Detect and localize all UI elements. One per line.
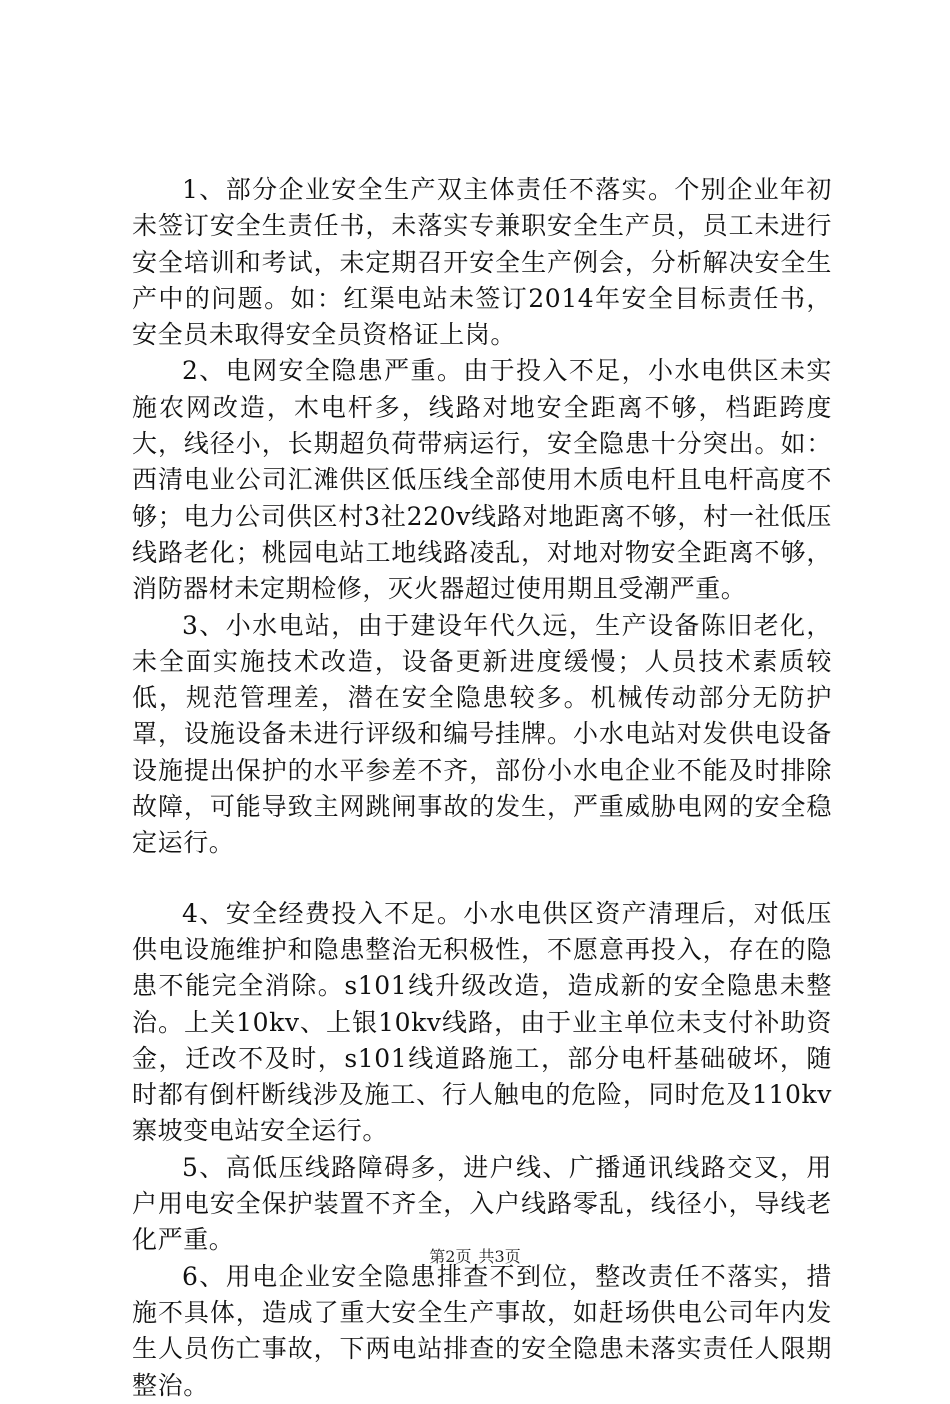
paragraph-2: 2、电网安全隐患严重。由于投入不足，小水电供区未实施农网改造，木电杆多，线路对地安全距离不够，档距跨度大，线径小，长期超负荷带病运行，安全隐患十分突出。如：西清电业公司汇滩供区低压线全部使用木质电杆且电杆高度不够；电力公司供区村3社220v线路对地距离不够，村一社低压线路老化；桃园电站工地线路凌乱，对地对物安全距离不够，消防器材未定期检修，灭火器超过使用期且受潮严重。 [132, 356, 832, 604]
paragraph-spacer [132, 862, 832, 896]
paragraph-4: 4、安全经费投入不足。小水电供区资产清理后，对低压供电设施维护和隐患整治无积极性，不愿意再投入，存在的隐患不能完全消除。s101线升级改造，造成新的安全隐患未整治。上关10kv、上银10kv线路，由于业主单位未支付补助资金，迁改不及时，s101线道路施工，部分电杆基础破坏，随时都有倒杆断线涉及施工、行人触电的危险，同时危及110kv寨坡变电站安全运行。 [132, 898, 832, 1146]
page-total: 共3页 [478, 1247, 521, 1266]
paragraph-1: 1、部分企业安全生产双主体责任不落实。个别企业年初未签订安全生责任书，未落实专兼职安全生产员，员工未进行安全培训和考试，未定期召开安全生产例会，分析解决安全生产中的问题。如：红渠电站未签订2014年安全目标责任书，安全员未取得安全员资格证上岗。 [132, 175, 832, 350]
document-body [132, 172, 832, 1404]
paragraph-3: 3、小水电站，由于建设年代久远，生产设备陈旧老化，未全面实施技术改造，设备更新进度缓慢；人员技术素质较低，规范管理差，潜在安全隐患较多。机械传动部分无防护罩，设施设备未进行评级和编号挂牌。小水电站对发供电设备设施提出保护的水平参差不齐，部份小水电企业不能及时排除故障，可能导致主网跳闸事故的发生，严重威胁电网的安全稳定运行。 [132, 610, 832, 858]
page-footer [0, 1244, 950, 1267]
page-number: 第2页 [429, 1247, 472, 1266]
paragraph-6: 6、用电企业安全隐患排查不到位，整改责任不落实，措施不具体，造成了重大安全生产事故，如赶场供电公司年内发生人员伤亡事故，下两电站排查的安全隐患未落实责任人限期整治。 [132, 1261, 832, 1400]
paragraph-5: 5、高低压线路障碍多，进户线、广播通讯线路交叉，用户用电安全保护装置不齐全，入户线路零乱，线径小，导线老化严重。 [132, 1152, 832, 1255]
